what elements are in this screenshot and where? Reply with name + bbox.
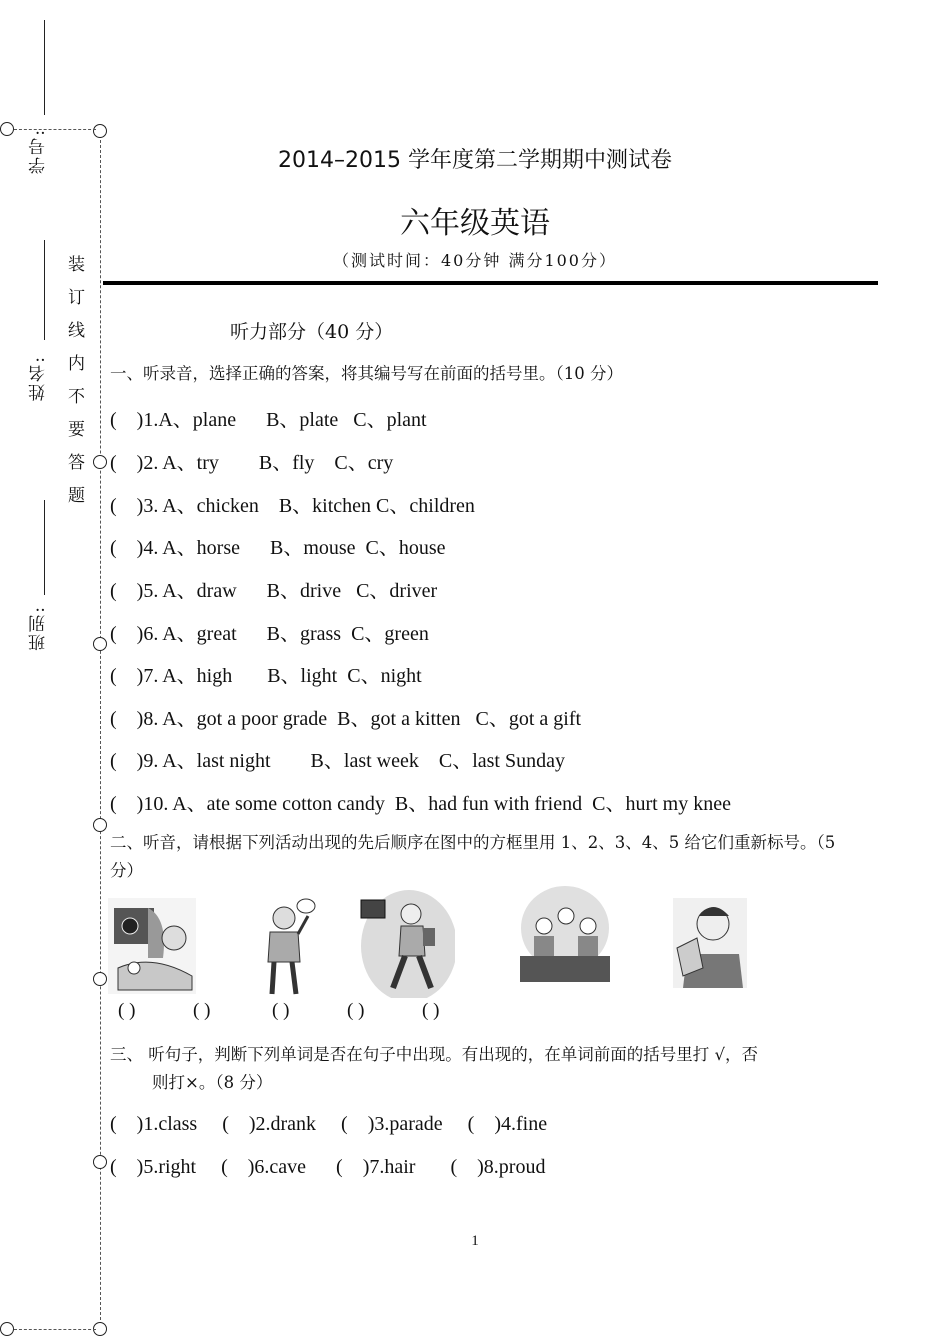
q1-item: ( )8. A、got a poor grade B、got a kitten C、got a gift — [110, 708, 582, 730]
binding-hole — [93, 972, 107, 986]
boy-reading-picture — [673, 898, 747, 988]
binding-hole — [93, 124, 107, 138]
q2-answer-blank[interactable]: ( ) — [272, 1000, 290, 1021]
q2-answer-blank[interactable]: ( ) — [118, 1000, 136, 1021]
q1-heading: 一、听录音，选择正确的答案，将其编号写在前面的括号里。（10 分） — [110, 364, 623, 383]
q2-answer-blank[interactable]: ( ) — [347, 1000, 365, 1021]
exam-title: 2014–2015 学年度第二学期期中测试卷 — [278, 148, 672, 173]
q1-item: ( )10. A、ate some cotton candy B、had fun with friend C、hurt my knee — [110, 793, 731, 815]
binding-dashed-line — [100, 130, 101, 1330]
binding-hole — [93, 455, 107, 469]
header-rule — [103, 281, 878, 285]
q3-heading-line2: 则打×。（8 分） — [152, 1073, 273, 1092]
listening-section-title: 听力部分（40 分） — [230, 321, 394, 343]
binding-warning: 装订线内不要答题 — [64, 255, 84, 519]
q2-heading: 二、听音，请根据下列活动出现的先后顺序在图中的方框里用 1、2、3、4、5 给它们重新标号。（5 分） — [110, 833, 836, 880]
bedroom-picture — [108, 898, 196, 994]
page-number: 1 — [471, 1233, 479, 1249]
q2-answer-blank[interactable]: ( ) — [193, 1000, 211, 1021]
subject-title: 六年级英语 — [400, 206, 550, 241]
q1-item: ( )3. A、chicken B、kitchen C、children — [110, 495, 475, 517]
q1-item: ( )6. A、great B、grass C、green — [110, 623, 429, 645]
q1-item: ( )2. A、try B、fly C、cry — [110, 452, 394, 474]
q1-item: ( )4. A、horse B、mouse C、house — [110, 537, 446, 559]
student-no-field[interactable] — [44, 20, 45, 115]
boy-scratching-picture — [258, 896, 318, 1000]
binding-hole — [0, 122, 14, 136]
binding-hole — [93, 637, 107, 651]
q1-item: ( )9. A、last night B、last week C、last Sunday — [110, 750, 565, 772]
kids-at-table-picture — [518, 886, 612, 986]
q1-item: ( )1.A、plane B、plate C、plant — [110, 409, 427, 431]
name-label: 姓名: — [29, 355, 49, 401]
q1-item: ( )7. A、high B、light C、night — [110, 665, 422, 687]
binding-hole — [0, 1322, 14, 1336]
boy-running-to-bus-picture — [357, 886, 455, 998]
q2-answer-blank[interactable]: ( ) — [422, 1000, 440, 1021]
exam-subtitle: （测试时间：40分钟 满分100分） — [333, 251, 617, 270]
q3-row: ( )1.class ( )2.drank ( )3.parade ( )4.fine — [110, 1113, 548, 1135]
binding-dashed-line — [14, 1329, 96, 1330]
binding-hole — [93, 1155, 107, 1169]
class-label: 班别: — [29, 605, 49, 651]
class-field[interactable] — [44, 500, 45, 595]
binding-hole — [93, 818, 107, 832]
q3-heading-line1: 三、 听句子，判断下列单词是否在句子中出现。有出现的，在单词前面的括号里打 √，否 — [110, 1045, 759, 1064]
q3-row: ( )5.right ( )6.cave ( )7.hair ( )8.proud — [110, 1156, 546, 1178]
student-no-label: 学号: — [29, 128, 49, 174]
q1-item: ( )5. A、draw B、drive C、driver — [110, 580, 438, 602]
